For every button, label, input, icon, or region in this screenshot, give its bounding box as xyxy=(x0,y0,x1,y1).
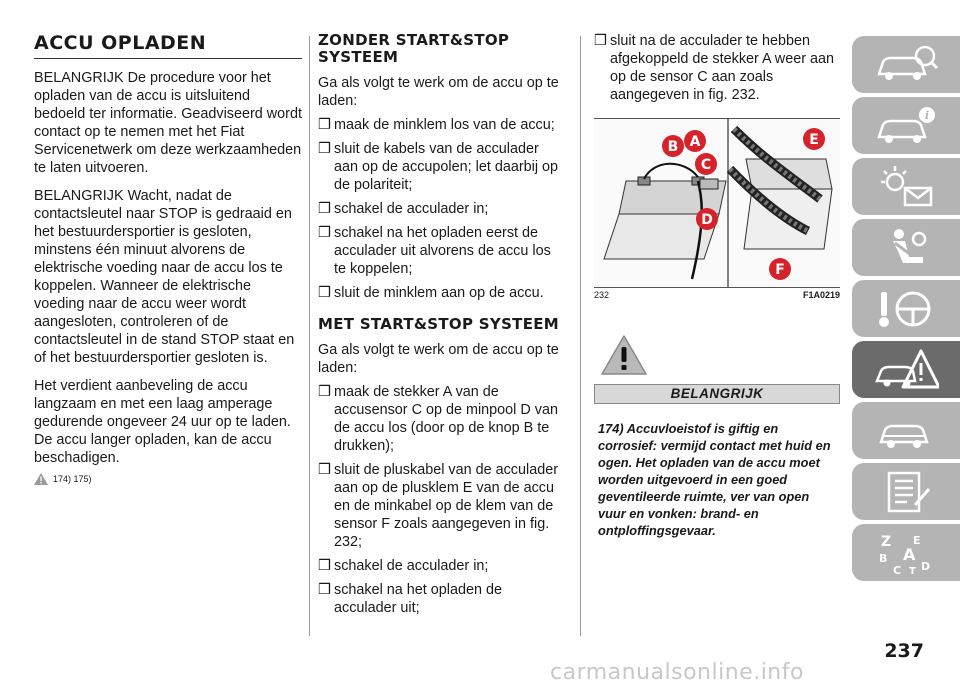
tab-safety[interactable] xyxy=(852,219,960,276)
list-item xyxy=(318,557,564,575)
tab-emergency[interactable] xyxy=(852,341,960,398)
svg-text:C: C xyxy=(893,563,902,576)
checkbox-bullet-icon: ❒ xyxy=(318,141,331,157)
tab-maintenance[interactable] xyxy=(852,402,960,459)
warning-triangle-icon xyxy=(34,473,48,485)
steering-key-icon xyxy=(873,286,939,332)
list-item xyxy=(318,581,564,617)
list-item xyxy=(318,284,564,302)
figure-232 xyxy=(594,118,840,288)
list-item xyxy=(318,200,564,218)
checklist-icon xyxy=(873,469,939,515)
tab-index[interactable] xyxy=(852,524,960,581)
step-reconnect: sluit na de acculader te hebben afgekoppeld de stekker A weer aan op de sensor C aan zoals aangegeven in fig. 232. xyxy=(610,33,835,103)
warning-text xyxy=(594,420,840,539)
list-item xyxy=(318,224,564,278)
step-text: sluit de minklem aan op de accu. xyxy=(334,285,544,301)
svg-text:i: i xyxy=(924,108,930,122)
checkbox-bullet-icon: ❒ xyxy=(318,201,331,217)
svg-text:Z: Z xyxy=(881,533,892,550)
checkbox-bullet-icon: ❒ xyxy=(318,117,331,133)
checkbox-bullet-icon: ❒ xyxy=(318,462,331,478)
checkbox-bullet-icon: ❒ xyxy=(318,582,331,598)
warning-body: Accuvloeistof is giftig en corrosief: vermijd contact met huid en ogen. Het opladen van de accu moet worden uitgevoerd in een goed geventileerde ruimte, ver van open vuur en vonken: brand- en ontploffingsgevaar. xyxy=(598,421,831,538)
figure-label-d: D xyxy=(701,212,713,228)
step-text: schakel na het opladen eerst de acculader uit alvorens de accu los te koppelen; xyxy=(334,225,551,277)
list-item xyxy=(318,140,564,194)
car-dashboard-icon xyxy=(873,103,939,149)
tab-lights[interactable] xyxy=(852,158,960,215)
checkbox-bullet-icon: ❒ xyxy=(318,225,331,241)
figure-label-b: B xyxy=(667,139,679,155)
step-text: schakel na het opladen de acculader uit; xyxy=(334,582,503,616)
watermark: carmanualsonline.info xyxy=(550,660,804,685)
step-text: maak de minklem los van de accu; xyxy=(334,117,555,133)
figure-number: 232 xyxy=(594,290,610,300)
figure-label-a: A xyxy=(689,134,701,150)
sidebar-tabs xyxy=(852,36,960,585)
alphabet-index-icon xyxy=(873,530,939,576)
list-item xyxy=(318,461,564,551)
svg-text:E: E xyxy=(913,533,921,547)
figure-code: F1A0219 xyxy=(802,290,840,300)
figure-caption xyxy=(594,290,840,300)
svg-text:D: D xyxy=(921,559,931,573)
column-divider xyxy=(580,36,581,636)
list-item xyxy=(318,383,564,455)
checkbox-bullet-icon: ❒ xyxy=(318,558,331,574)
svg-text:T: T xyxy=(909,565,916,576)
heading-without-start-stop: ZONDER START&STOP SYSTEEM xyxy=(318,31,510,66)
tab-dashboard[interactable] xyxy=(852,97,960,154)
intro-without-start-stop: Ga als volgt te werk om de accu op te laden: xyxy=(318,75,559,109)
steps-without-start-stop xyxy=(318,116,564,302)
step-text: sluit de pluskabel van de acculader aan op de plusklem E van de accu en de minkabel op de klem van de sensor F zoals aangegeven in fig. 232; xyxy=(334,462,558,550)
car-info-icon xyxy=(873,42,939,88)
car-service-icon xyxy=(873,408,939,454)
figure-label-f: F xyxy=(775,262,785,278)
warning-number: 174) xyxy=(598,421,624,436)
svg-text:B: B xyxy=(879,551,888,565)
checkbox-bullet-icon: ❒ xyxy=(594,33,607,49)
reference-numbers: 174) 175) xyxy=(53,474,92,484)
steps-with-start-stop xyxy=(318,383,564,617)
svg-text:A: A xyxy=(903,544,916,564)
paragraph-charging-advice: Het verdient aanbeveling de accu langzaam en met een laag amperage gedurende ongeveer 24 uur op te laden. De accu langer opladen, kan de accu beschadigen. xyxy=(34,378,291,466)
warning-title-bar: BELANGRIJK xyxy=(594,384,840,404)
step-text: schakel de acculader in; xyxy=(334,201,489,217)
battery-illustration xyxy=(594,119,840,287)
warning-reference[interactable] xyxy=(34,473,302,485)
step-text: maak de stekker A van de accusensor C op de minpool D van de accu los (door op de knop B te drukken); xyxy=(334,384,558,454)
section-heading: ACCU OPLADEN xyxy=(34,32,302,59)
column-2 xyxy=(318,32,564,617)
list-item xyxy=(594,32,840,104)
paragraph-important-1: BELANGRIJK De procedure voor het opladen van de accu is uitsluitend bedoeld ter informatie. Geadviseerd wordt contact op te nemen met het Fiat Servicenetwerk om deze werkzaamheden te laten uitvoeren. xyxy=(34,70,302,176)
column-1 xyxy=(34,32,302,485)
light-mail-icon xyxy=(873,164,939,210)
page-number: 237 xyxy=(884,640,924,662)
heading-with-start-stop: MET START&STOP SYSTEEM xyxy=(318,315,560,333)
exclamation-triangle-icon xyxy=(600,334,648,376)
airbag-seat-icon xyxy=(873,225,939,271)
column-divider xyxy=(309,36,310,636)
checkbox-bullet-icon: ❒ xyxy=(318,285,331,301)
step-text: schakel de acculader in; xyxy=(334,558,489,574)
list-item xyxy=(318,116,564,134)
tab-start-drive[interactable] xyxy=(852,280,960,337)
column-3 xyxy=(594,32,840,539)
tab-technical-data[interactable] xyxy=(852,463,960,520)
tab-car-info[interactable] xyxy=(852,36,960,93)
car-warning-icon xyxy=(873,347,939,393)
figure-label-c: C xyxy=(700,157,712,173)
intro-with-start-stop: Ga als volgt te werk om de accu op te laden: xyxy=(318,342,559,376)
step-text: sluit de kabels van de acculader aan op de accupolen; let daarbij op de polariteit; xyxy=(334,141,559,193)
checkbox-bullet-icon: ❒ xyxy=(318,384,331,400)
paragraph-important-2: BELANGRIJK Wacht, nadat de contactsleutel naar STOP is gedraaid en het bestuurdersportier is gesloten, minstens één minuut alvorens de elektrische voeding naar de accu los te koppelen. Wanneer de elektrische voeding naar de accu weer wordt aangesloten, controleren of de contactsleutel in de stand STOP staat en of het bestuurdersportier gesloten is. xyxy=(34,188,295,366)
warning-sign xyxy=(594,334,654,376)
figure-label-e: E xyxy=(809,132,819,148)
